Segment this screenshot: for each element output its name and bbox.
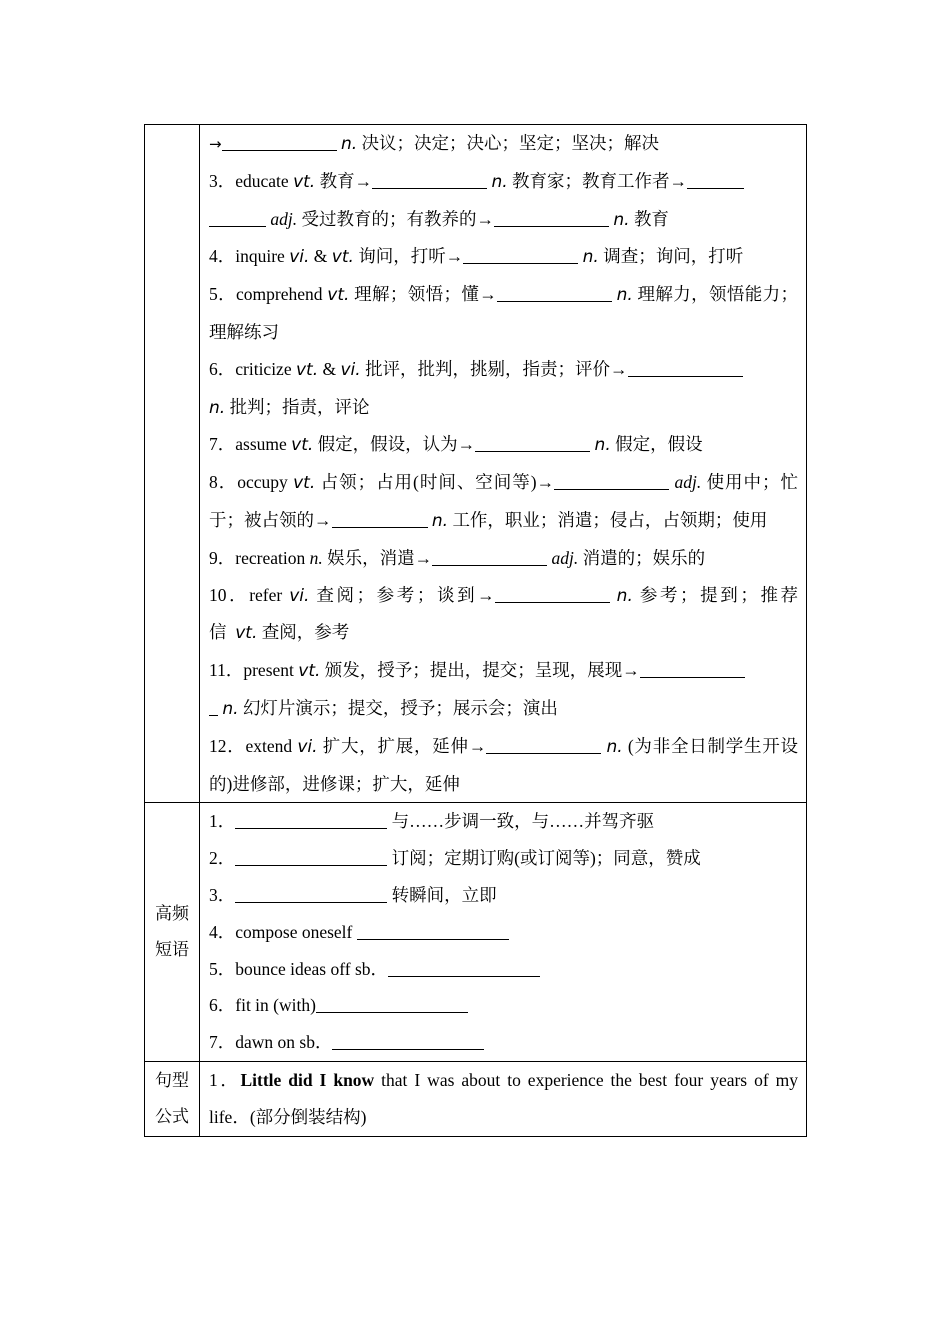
vocab-item-7: 7．assume vt. 假定，假设，认为→ n. 假定，假设 xyxy=(209,434,703,456)
vocabulary-table xyxy=(144,124,807,1137)
sentences-content-cell xyxy=(200,1061,807,1136)
vocab-item-11: 11．present vt. 颁发，授予；提出，提交；呈现，展现→ n. 幻灯片演示；提交，授予；展示会；演出 xyxy=(209,652,798,728)
vocab-item-5: 5．comprehend vt. 理解；领悟；懂→ n. 理解力，领悟能力；理解练习 xyxy=(209,284,799,342)
answer-blank[interactable] xyxy=(497,284,612,303)
answer-blank[interactable] xyxy=(432,547,547,566)
answer-blank[interactable] xyxy=(388,958,540,977)
vocab-item-4: 4．inquire vi. & vt. 询问，打听→ n. 调查；询问，打听 xyxy=(209,246,744,268)
vocab-content-cell xyxy=(200,125,807,803)
answer-blank[interactable] xyxy=(640,660,745,679)
sentences-label: 句型 公式 xyxy=(145,1061,200,1136)
answer-blank[interactable] xyxy=(357,921,509,940)
phrases-content-cell xyxy=(200,803,807,1062)
answer-blank[interactable] xyxy=(235,811,387,830)
sentence-item: 1．Little did I know that I was about to experience the best four years of my life．(部分倒装结构) xyxy=(209,1069,799,1127)
phrases-row xyxy=(145,803,807,1062)
vocab-label-cell xyxy=(145,125,200,803)
vocab-item-3: 3．educate vt. 教育→ n. 教育家；教育工作者→ adj. 受过教育的；有教养的→ n. 教育 xyxy=(209,163,798,239)
vocab-item-9: 9．recreation n. 娱乐，消遣→ adj. 消遣的；娱乐的 xyxy=(209,547,706,568)
answer-blank[interactable] xyxy=(463,246,578,265)
answer-blank[interactable] xyxy=(316,995,468,1014)
vocab-item-12: 12．extend vi. 扩大，扩展，延伸→ n. (为非全日制学生开设的)进修部，进修课；扩大，延伸 xyxy=(209,735,799,794)
answer-blank[interactable] xyxy=(222,133,337,152)
answer-blank[interactable] xyxy=(332,1032,484,1051)
phrase-item: 4．compose oneself xyxy=(209,914,798,951)
vocab-line: → n. 决议；决定；决心；坚定；坚决；解决 xyxy=(209,133,660,154)
answer-blank[interactable] xyxy=(495,584,610,603)
answer-blank[interactable] xyxy=(628,358,743,377)
sentences-row xyxy=(145,1061,807,1136)
answer-blank[interactable] xyxy=(554,472,669,491)
answer-blank[interactable] xyxy=(372,170,487,189)
answer-blank[interactable] xyxy=(209,697,218,716)
vocab-item-6: 6．criticize vt. & vi. 批评，批判，挑剔，指责；评价→ n. 批判；指责，评论 xyxy=(209,351,798,427)
vocab-row xyxy=(145,125,807,803)
phrase-item: 6．fit in (with) xyxy=(209,987,798,1024)
phrase-item: 7．dawn on sb． xyxy=(209,1024,798,1061)
phrase-item: 1． 与……步调一致，与……并驾齐驱 xyxy=(209,811,655,832)
phrase-item: 5．bounce ideas off sb． xyxy=(209,951,798,988)
answer-blank[interactable] xyxy=(494,208,609,227)
vocab-item-8: 8．occupy vt. 占领；占用(时间、空间等)→ adj. 使用中；忙于；被占领的→ n. 工作，职业；消遣；侵占，占领期；使用 xyxy=(209,472,798,531)
answer-blank[interactable] xyxy=(475,434,590,453)
phrase-item: 2． 订阅；定期订购(或订阅等)；同意，赞成 xyxy=(209,848,701,869)
answer-blank[interactable] xyxy=(209,208,266,227)
answer-blank[interactable] xyxy=(235,848,387,867)
answer-blank[interactable] xyxy=(235,884,387,903)
vocab-item-10: 10．refer vi. 查阅；参考；谈到→ n. 参考；提到；推荐信 vt. 查阅，参考 xyxy=(209,584,799,644)
answer-blank[interactable] xyxy=(486,735,601,754)
answer-blank[interactable] xyxy=(332,509,428,528)
answer-blank[interactable] xyxy=(687,170,744,189)
phrases-label: 高频 短语 xyxy=(145,803,200,1062)
phrase-item: 3． 转瞬间，立即 xyxy=(209,884,497,905)
